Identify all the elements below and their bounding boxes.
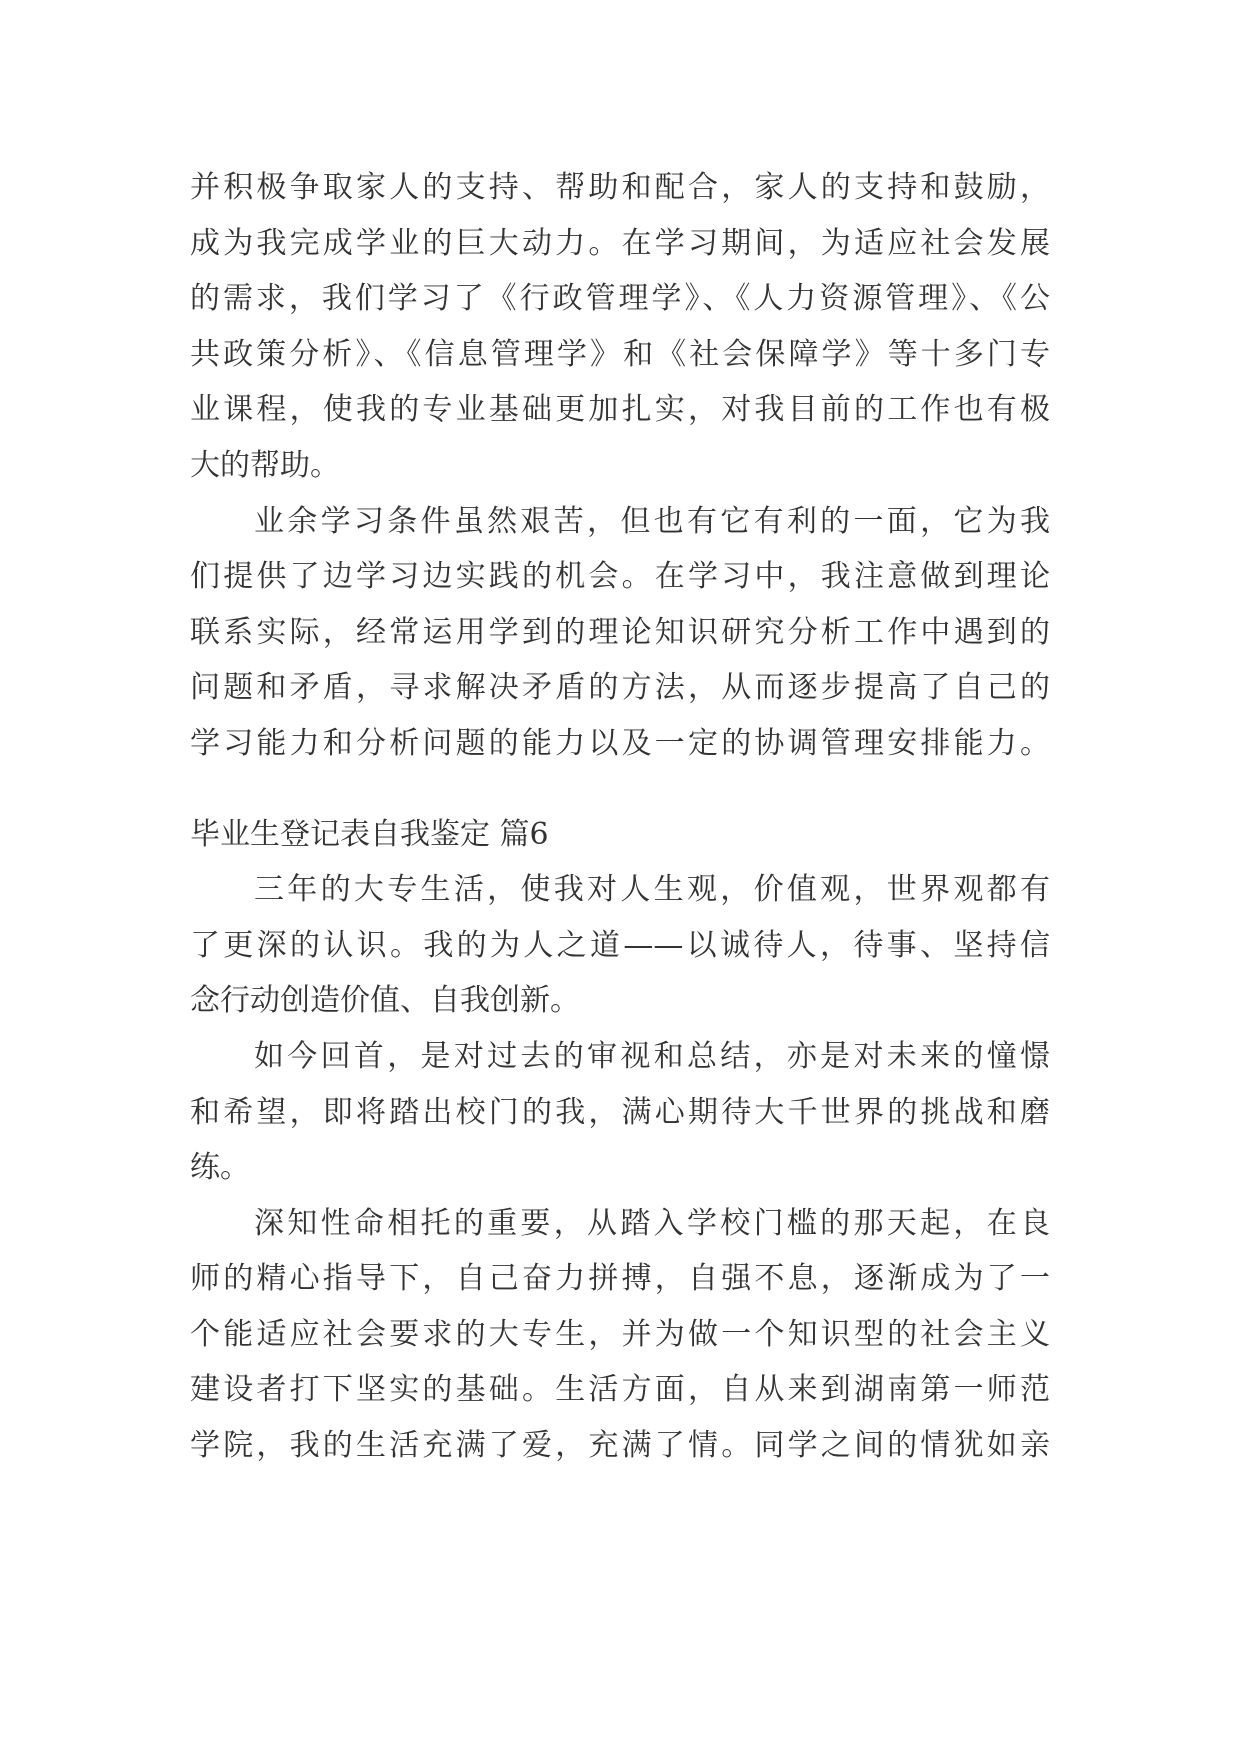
text-line: 业余学习条件虽然艰苦，但也有它有利的一面，它为我 <box>254 503 1050 539</box>
text-line: 们提供了边学习边实践的机会。在学习中，我注意做到理论 <box>190 559 1050 595</box>
text-line: 和希望，即将踏出校门的我，满心期待大千世界的挑战和磨 <box>190 1094 1050 1130</box>
text-line: 成为我完成学业的巨大动力。在学习期间，为适应社会发展 <box>190 225 1050 261</box>
text-line: 如今回首，是对过去的审视和总结，亦是对未来的憧憬 <box>254 1038 1050 1074</box>
text-line: 业课程，使我的专业基础更加扎实，对我目前的工作也有极 <box>190 392 1050 428</box>
paragraph <box>190 494 1050 772</box>
paragraph <box>190 862 1050 1029</box>
text-line: 练。 <box>190 1150 250 1186</box>
text-line: 大的帮助。 <box>190 447 340 483</box>
paragraph <box>190 1196 1050 1474</box>
section-gap <box>190 772 1050 807</box>
text-line: 师的精心指导下，自己奋力拼搏，自强不息，逐渐成为了一 <box>190 1261 1050 1297</box>
text-line: 联系实际，经常运用学到的理论知识研究分析工作中遇到的 <box>190 614 1050 650</box>
section-heading: 毕业生登记表自我鉴定 篇6 <box>190 816 549 852</box>
text-line: 深知性命相托的重要，从踏入学校门槛的那天起，在良 <box>254 1205 1050 1241</box>
document-body <box>190 160 1050 1474</box>
text-line: 三年的大专生活，使我对人生观，价值观，世界观都有 <box>254 872 1050 908</box>
text-line: 个能适应社会要求的大专生，并为做一个知识型的社会主义 <box>190 1316 1050 1352</box>
text-line: 并积极争取家人的支持、帮助和配合，家人的支持和鼓励， <box>190 170 1050 205</box>
text-line: 念行动创造价值、自我创新。 <box>190 983 580 1019</box>
text-line: 共政策分析》、《信息管理学》和《社会保障学》等十多门专 <box>190 336 1050 372</box>
paragraph <box>190 1029 1050 1196</box>
text-line: 的需求，我们学习了《行政管理学》、《人力资源管理》、《公 <box>190 281 1050 317</box>
paragraph <box>190 160 1050 494</box>
text-line: 学习能力和分析问题的能力以及一定的协调管理安排能力。 <box>190 725 1050 761</box>
text-line: 问题和矛盾，寻求解决矛盾的方法，从而逐步提高了自己的 <box>190 670 1050 706</box>
text-line: 了更深的认识。我的为人之道——以诚待人，待事、坚持信 <box>190 927 1050 963</box>
text-line: 建设者打下坚实的基础。生活方面，自从来到湖南第一师范 <box>190 1372 1050 1408</box>
text-line: 学院，我的生活充满了爱，充满了情。同学之间的情犹如亲 <box>190 1428 1050 1464</box>
